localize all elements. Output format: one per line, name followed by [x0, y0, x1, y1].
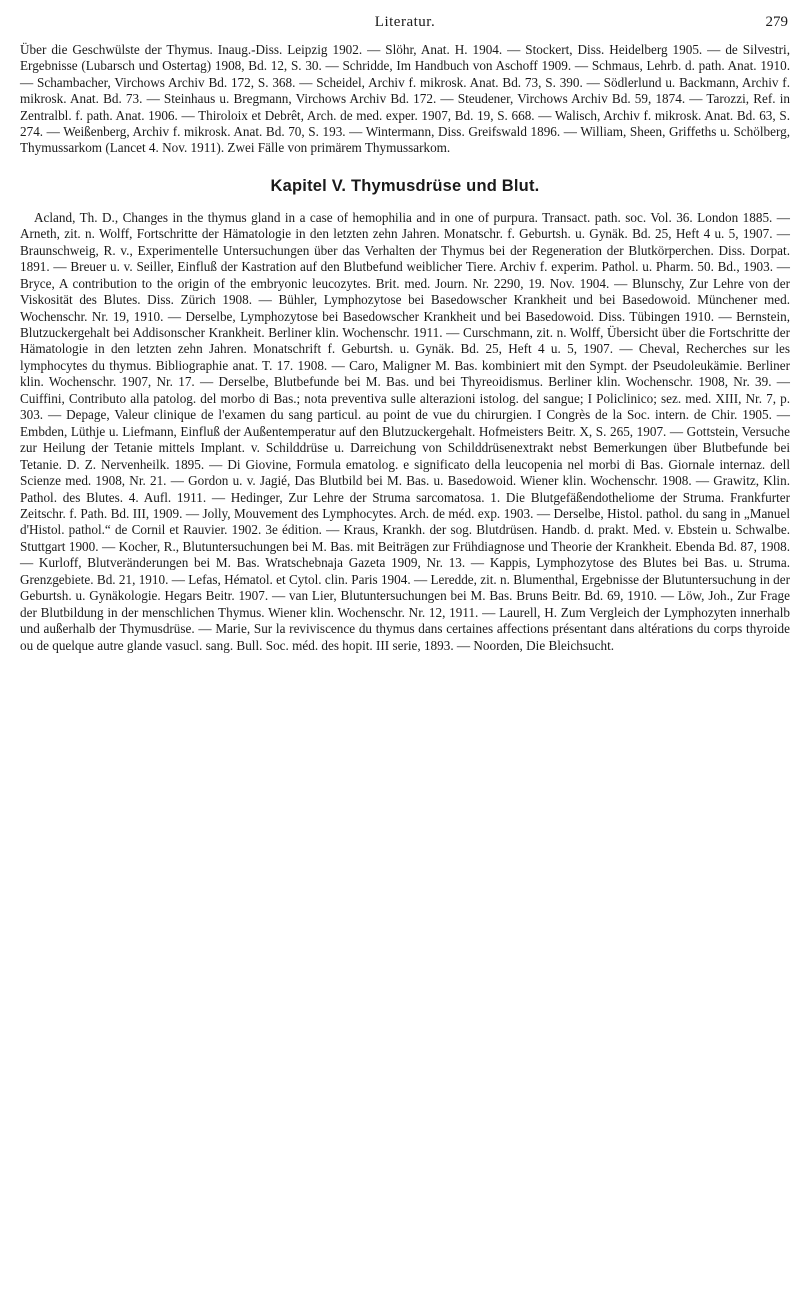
running-title: Literatur.	[374, 14, 436, 30]
document-page	[20, 10, 790, 654]
continued-entries-text: Über die Geschwülste der Thymus. Inaug.-Diss. Leipzig 1902. — Slöhr, Anat. H. 1904. — Stockert, Diss. Heidelberg 1905. — de Silvestri, Ergebnisse (Lubarsch und Ostertag) 1908, Bd. 12, S. 30. — Schridde, Im Handbuch von Aschoff 1909. — Schmaus, Lehrb. d. path. Anat. 1910. — Schambacher, Virchows Archiv Bd. 172, S. 368. — Scheidel, Archiv f. mikrosk. Anat. Bd. 73, S. 390. — Södlerlund u. Backmann, Archiv f. mikrosk. Anat. Bd. 73. — Steinhaus u. Bregmann, Virchows Archiv Bd. 172. — Steudener, Virchows Archiv Bd. 59, 1874. — Tarozzi, Ref. in Zentralbl. f. path. Anat. 1906. — Thiroloix et Debrêt, Arch. de med. exper. 1907, Bd. 19, S. 668. — Walisch, Archiv f. mikrosk. Anat. Bd. 63, S. 274. — Weißenberg, Archiv f. mikrosk. Anat. Bd. 70, S. 193. — Wintermann, Diss. Greifswald 1896. — William, Sheen, Griffeths u. Schölberg, Thymussarkom (Lancet 4. Nov. 1911). Zwei Fälle von primärem Thymussarkom.	[20, 42, 790, 156]
chapter-entries-text: Acland, Th. D., Changes in the thymus gland in a case of hemophilia and in one of purpura. Transact. path. soc. Vol. 36. London 1885. — Arneth, zit. n. Wolff, Fortschritte der Hämatologie in den letzten zehn Jahren. Monatschr. f. Geburtsh. u. Gynäk. Bd. 25, Heft 4 u. 5, 1907. — Braunschweig, R. v., Experimentelle Untersuchungen über das Verhalten der Thymus bei der Regeneration der Blutkörperchen. Diss. Dorpat. 1891. — Breuer u. v. Seiller, Einfluß der Kastration auf den Blutbefund weiblicher Tiere. Archiv f. experim. Pathol. u. Pharm. 50. Bd., 1903. — Bryce, A contribution to the origin of the embryonic leucozytes. Brit. med. Journ. Nr. 2290, 19. Nov. 1904. — Blunschy, Zur Lehre von der Viskosität des Blutes. Diss. Zürich 1908. — Bühler, Lymphozytose bei Basedowscher Krankheit und bei Basedowoid. Münchener med. Wochenschr. Nr. 19, 1910. — Derselbe, Lymphozytose bei Basedowscher Krankheit und bei Basedowoid. Diss. Tübingen 1910. — Bernstein, Blutzuckergehalt bei Addisonscher Krankheit. Berliner klin. Wochenschr. 1911. — Curschmann, zit. n. Wolff, Übersicht über die Fortschritte der Hämatologie in den letzten zehn Jahren. Monatschrift f. Geburtsh. u. Gynäk. Bd. 25, Heft 4 u. 5, 1907. — Cheval, Recherches sur les lymphocytes du thymus. Bibliographie anat. T. 17. 1908. — Caro, Maligner M. Bas. kombiniert mit den Sympt. der Pseudoleukämie. Berliner klin. Wochenschr. 1907, Nr. 17. — Derselbe, Blutbefunde bei M. Bas. und bei Thyreoidismus. Berliner klin. Wochenschr. 1908, Nr. 39. — Cuiffini, Contributo alla patolog. del morbo di Bas.; nota preventiva sulle alterazioni istolog. del sangue; I Policlinico; sez. med. XIII, Nr. 7, p. 303. — Depage, Valeur clinique de l'examen du sang particul. au point de vue du chirurgien. I Congrès de la Soc. intern. de Chir. 1905. — Embden, Lüthje u. Liefmann, Einfluß der Außentemperatur auf den Blutzuckergehalt. Hofmeisters Beitr. X, S. 265, 1907. — Gottstein, Versuche zur Heilung der Tetanie mittels Implant. v. Schilddrüse u. Darreichung von Schilddrüsenextrakt nebst Bemerkungen über Blutbefunde bei Tetanie. D. Z. Nervenheilk. 1895. — Di Giovine, Formula ematolog. e significato della leucopenia nel morbi di Bas. Giornale internaz. dell Scienze med. 1908, Nr. 21. — Gordon u. v. Jagié, Das Blutbild bei M. Bas. u. Basedowoid. Wiener klin. Wochenschr. 1908. — Grawitz, Klin. Pathol. des Blutes. 4. Aufl. 1911. — Hedinger, Zur Lehre der Struma sarcomatosa. 1. Die Blutgefäßendotheliome der Struma. Frankfurter Zeitschr. f. Path. Bd. III, 1909. — Jolly, Mouvement des Lymphocytes. Arch. de méd. exp. 1903. — Derselbe, Histol. pathol. du sang in „Manuel d'Histol. pathol.“ de Cornil et Rauvier. 1902. 3e édition. — Kraus, Krankh. der sog. Blutdrüsen. Handb. d. prakt. Med. v. Ebstein u. Schwalbe. Stuttgart 1900. — Kocher, R., Blutuntersuchungen bei M. Bas. mit Beiträgen zur Frühdiagnose und Theorie der Krankheit. Ebenda Bd. 87, 1908. — Kurloff, Blutveränderungen bei M. Bas. Wratschebnaja Gazeta 1909, Nr. 13. — Kappis, Lymphozytose des Blutes bei Bas. u. Struma. Grenzgebiete. Bd. 21, 1910. — Lefas, Hématol. et Cytol. clin. Paris 1904. — Leredde, zit. n. Blumenthal, Ergebnisse der Blutuntersuchung in der Geburtsh. u. Gynäkologie. Hegars Beitr. 1907. — van Lier, Blutuntersuchungen bei M. Bas. Bruns Beitr. Bd. 69, 1910. — Löw, Joh., Zur Frage der Blutbildung in der menschlichen Thymus. Wiener klin. Wochenschr. Nr. 12, 1911. — Laurell, H. Zum Vergleich der Lymphozyten innerhalb und außerhalb der Thymusdrüse. — Marie, Sur la reviviscence du thymus dans certaines affections présentant dans altérations du corps thyroide ou de quelque autre glande vasucl. sang. Bull. Soc. méd. des hopit. III serie, 1893. — Noorden, Die Bleichsucht.	[20, 209, 790, 653]
continued-bibliography	[20, 42, 790, 157]
running-head	[20, 10, 790, 38]
chapter-bibliography	[20, 210, 790, 654]
page-number: 279	[765, 14, 788, 30]
chapter-heading: Kapitel V. Thymusdrüse und Blut.	[270, 176, 540, 195]
